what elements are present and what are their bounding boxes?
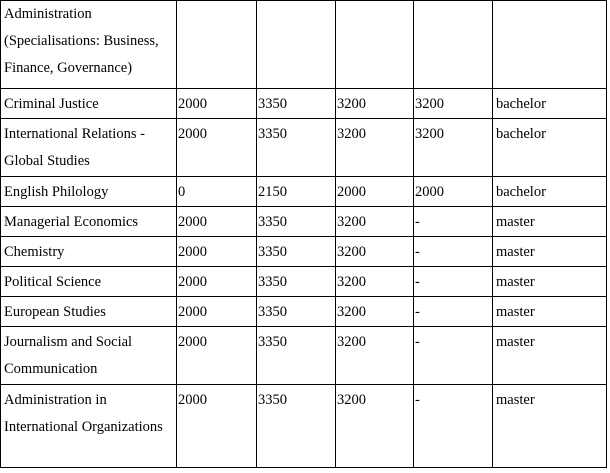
fee-cell-4: -: [414, 267, 493, 297]
degree-cell: master: [493, 267, 607, 297]
degree-cell: master: [493, 385, 607, 468]
fee-cell-2: 3350: [257, 89, 336, 119]
fee-cell-1: 2000: [177, 119, 257, 177]
table-row: [1, 119, 607, 177]
fee-cell-1: 0: [177, 177, 257, 207]
program-cell: Managerial Economics: [1, 207, 177, 237]
table-row: [1, 297, 607, 327]
fee-cell-2: 3350: [257, 385, 336, 468]
degree-cell: bachelor: [493, 119, 607, 177]
fee-cell-4: -: [414, 237, 493, 267]
fee-cell-1: 2000: [177, 267, 257, 297]
table-row: [1, 237, 607, 267]
table-body: [1, 1, 607, 468]
degree-cell: master: [493, 327, 607, 385]
fee-cell-2: 3350: [257, 119, 336, 177]
fee-cell-3: 3200: [336, 237, 414, 267]
fee-cell-4: -: [414, 385, 493, 468]
degree-cell: bachelor: [493, 177, 607, 207]
table-row: [1, 267, 607, 297]
fee-cell-2: 2150: [257, 177, 336, 207]
table-row: [1, 327, 607, 385]
program-cell: Administration (Specialisations: Business, Finance, Governance): [1, 1, 177, 89]
fee-cell-1: 2000: [177, 327, 257, 385]
fee-cell-3: 3200: [336, 267, 414, 297]
fee-cell-2: 3350: [257, 237, 336, 267]
fee-cell-2: 3350: [257, 297, 336, 327]
fee-cell-4: -: [414, 327, 493, 385]
fee-cell-3: 3200: [336, 327, 414, 385]
fee-cell-2: 3350: [257, 207, 336, 237]
table-row: [1, 1, 607, 89]
table-row: [1, 385, 607, 468]
table-row: [1, 177, 607, 207]
fee-cell-1: [177, 1, 257, 89]
fee-cell-2: [257, 1, 336, 89]
program-cell: European Studies: [1, 297, 177, 327]
fee-cell-4: -: [414, 207, 493, 237]
degree-cell: [493, 1, 607, 89]
fee-cell-3: 3200: [336, 207, 414, 237]
fee-cell-1: 2000: [177, 207, 257, 237]
fee-cell-3: 3200: [336, 297, 414, 327]
fee-cell-1: 2000: [177, 237, 257, 267]
fee-cell-4: 3200: [414, 119, 493, 177]
fee-cell-4: [414, 1, 493, 89]
program-cell: Chemistry: [1, 237, 177, 267]
fee-cell-4: 2000: [414, 177, 493, 207]
fee-cell-3: [336, 1, 414, 89]
fee-cell-4: -: [414, 297, 493, 327]
program-cell: Criminal Justice: [1, 89, 177, 119]
fee-cell-1: 2000: [177, 89, 257, 119]
fee-cell-4: 3200: [414, 89, 493, 119]
program-cell: Administration in International Organizations: [1, 385, 177, 468]
program-cell: Journalism and Social Communication: [1, 327, 177, 385]
program-cell: English Philology: [1, 177, 177, 207]
fee-cell-1: 2000: [177, 385, 257, 468]
fee-cell-3: 3200: [336, 89, 414, 119]
fee-cell-3: 3200: [336, 385, 414, 468]
fee-cell-3: 3200: [336, 119, 414, 177]
degree-cell: master: [493, 297, 607, 327]
fee-cell-2: 3350: [257, 267, 336, 297]
table-row: [1, 89, 607, 119]
degree-cell: bachelor: [493, 89, 607, 119]
table-row: [1, 207, 607, 237]
fee-cell-2: 3350: [257, 327, 336, 385]
program-cell: Political Science: [1, 267, 177, 297]
fee-cell-1: 2000: [177, 297, 257, 327]
degree-cell: master: [493, 207, 607, 237]
degree-cell: master: [493, 237, 607, 267]
program-cell: International Relations - Global Studies: [1, 119, 177, 177]
fee-cell-3: 2000: [336, 177, 414, 207]
